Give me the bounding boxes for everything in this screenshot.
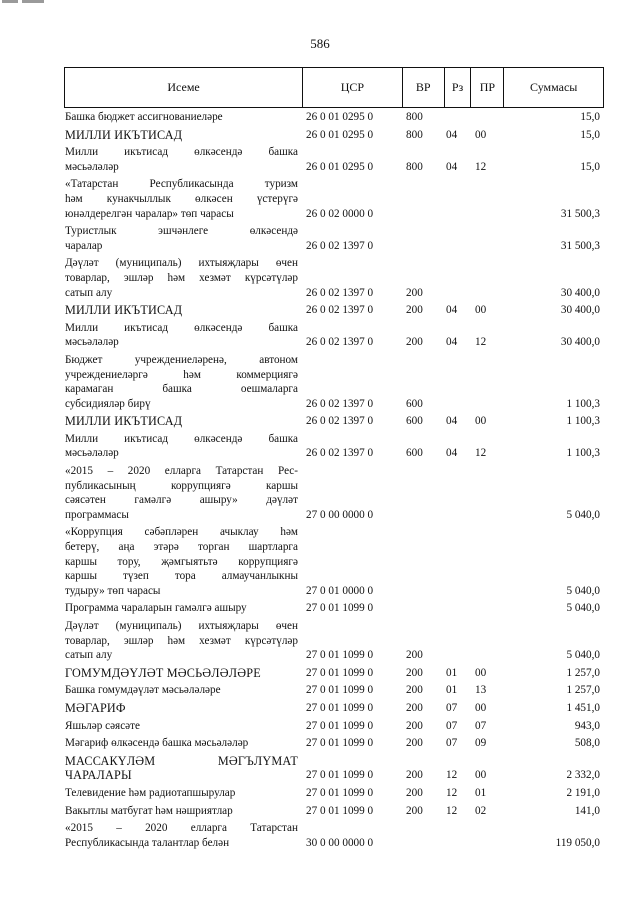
- table-row: [64, 303, 604, 318]
- row-csr: 27 0 01 1099 0: [306, 701, 374, 714]
- row-sum: 2 191,0: [566, 786, 600, 799]
- row-name: [64, 525, 302, 598]
- row-name-line: һәм кунакчыллык өлкәсен үстерүгә: [65, 192, 298, 205]
- table-row: [64, 666, 604, 681]
- row-csr: 26 0 01 0295 0: [306, 128, 374, 141]
- row-csr: 27 0 01 1099 0: [306, 804, 374, 817]
- row-name-line: карамаган башка оешмаларга: [65, 383, 298, 396]
- row-name-line: Бюджет учреждениеләренә, автоном: [65, 353, 298, 366]
- row-name-line: ГОМУМДӘҮЛӘТ МӘСЬӘЛӘЛӘРЕ: [65, 665, 261, 680]
- row-name-line: мәсьәләләр: [65, 160, 119, 173]
- row-name-line: Мәгариф өлкәсендә башка мәсьәләләр: [65, 737, 249, 750]
- row-name-line: тудыру» төп чарасы: [65, 584, 161, 597]
- table-row: [64, 701, 604, 716]
- header-rz: Рз: [444, 68, 471, 107]
- row-csr: 26 0 02 1397 0: [306, 304, 374, 317]
- table-body: [64, 110, 604, 850]
- row-sum: 15,0: [580, 160, 600, 173]
- row-csr: 26 0 01 0295 0: [306, 160, 374, 173]
- row-sum: 1 451,0: [566, 701, 600, 714]
- row-csr: 27 0 01 0000 0: [306, 584, 374, 597]
- table-row: [64, 464, 604, 522]
- table-row: [64, 321, 604, 350]
- row-name: [64, 786, 302, 801]
- scan-corner-mark: [0, 0, 46, 8]
- table-row: [64, 177, 604, 221]
- row-vr: 600: [406, 447, 423, 460]
- table-row: [64, 736, 604, 751]
- row-pr: 00: [475, 666, 487, 679]
- table-header: [64, 67, 604, 108]
- page-number: 586: [310, 36, 330, 51]
- row-rz: 04: [446, 304, 458, 317]
- row-pr: 00: [475, 415, 487, 428]
- row-sum: 31 500,3: [560, 207, 600, 220]
- row-name: [64, 321, 302, 350]
- row-vr: 200: [406, 719, 423, 732]
- row-vr: 800: [406, 128, 423, 141]
- header-vr: ВР: [402, 68, 444, 107]
- row-sum: 119 050,0: [555, 836, 600, 849]
- row-sum: 1 257,0: [566, 666, 600, 679]
- row-name: [64, 601, 302, 616]
- row-name-line: юнәлдерелгән чаралар» төп чарасы: [65, 207, 234, 220]
- row-name: [64, 432, 302, 461]
- row-vr: 200: [406, 786, 423, 799]
- row-name: [64, 683, 302, 698]
- row-name-line: Вакытлы матбугат һәм нәшриятлар: [65, 804, 233, 817]
- row-vr: 200: [406, 649, 423, 662]
- table-row: [64, 525, 604, 598]
- row-name-line: Телевидение һәм радиотапшырулар: [65, 786, 236, 799]
- row-rz: 01: [446, 684, 458, 697]
- row-name-line: МИЛЛИ ИКЪТИСАД: [65, 414, 183, 429]
- row-name-line: бетерү, аңа этәрә торган шартларга: [65, 541, 298, 554]
- row-name: [64, 701, 302, 716]
- row-name-line: «Татарстан Республикасында туризм: [65, 178, 298, 191]
- row-rz: 07: [446, 737, 458, 750]
- row-vr: 200: [406, 684, 423, 697]
- row-name: [64, 224, 302, 253]
- table-row: [64, 224, 604, 253]
- row-sum: 15,0: [580, 111, 600, 123]
- table-row: [64, 821, 604, 850]
- row-csr: 27 0 01 1099 0: [306, 769, 374, 782]
- table-row: [64, 719, 604, 734]
- row-pr: 00: [475, 304, 487, 317]
- header-pr: ПР: [470, 68, 503, 107]
- row-vr: 200: [406, 336, 423, 349]
- row-csr: 27 0 01 1099 0: [306, 737, 374, 750]
- row-name-line: сатып алу: [65, 649, 113, 662]
- row-sum: 943,0: [574, 719, 600, 732]
- row-sum: 1 100,3: [566, 415, 600, 428]
- row-vr: 800: [406, 111, 423, 123]
- row-pr: 00: [475, 701, 487, 714]
- row-pr: 12: [475, 160, 487, 173]
- row-name-line: Милли икътисад өлкәсендә башка: [65, 432, 298, 445]
- row-name-line: каршы тору, җәмгыятьтә коррупциягә: [65, 555, 298, 568]
- row-name-line: учреждениеләргә һәм коммерциягә: [65, 368, 298, 381]
- row-sum: 30 400,0: [560, 286, 600, 299]
- row-name-line: Дәүләт (муниципаль) ихтыяҗлары өчен: [65, 257, 298, 270]
- row-vr: 200: [406, 769, 423, 782]
- row-sum: 5 040,0: [566, 508, 600, 521]
- row-sum: 1 257,0: [566, 684, 600, 697]
- row-vr: 200: [406, 304, 423, 317]
- row-vr: 600: [406, 397, 423, 410]
- row-name-line: Башка бюджет ассигнованиеләре: [65, 111, 223, 123]
- row-rz: 12: [446, 786, 458, 799]
- row-name-line: Милли икътисад өлкәсендә башка: [65, 321, 298, 334]
- row-name-line: чаралар: [65, 239, 103, 252]
- row-name-line: каршы түзеп тора алмаучанлыкны: [65, 570, 298, 583]
- row-name: [64, 353, 302, 411]
- row-name-line: «2015 – 2020 елларга Татарстан Рес-: [65, 465, 298, 478]
- table-row: [64, 601, 604, 616]
- table-row: [64, 432, 604, 461]
- row-name: [64, 303, 302, 318]
- row-rz: 04: [446, 160, 458, 173]
- table-row: [64, 110, 604, 125]
- row-name-line: мәсьәләләр: [65, 447, 119, 460]
- row-name-line: товарлар, эшләр һәм хезмәт күрсәтүләр: [65, 634, 298, 647]
- header-csr: ЦСР: [302, 68, 402, 107]
- row-name: [64, 619, 302, 663]
- header-name: Исеме: [167, 80, 200, 94]
- budget-table: [64, 67, 604, 850]
- table-row: [64, 128, 604, 143]
- row-pr: 01: [475, 786, 487, 799]
- row-name: [64, 110, 302, 125]
- row-name: [64, 145, 302, 174]
- row-name-line: программасы: [65, 508, 129, 521]
- row-name-line: товарлар, эшләр һәм хезмәт күрсәтүләр: [65, 271, 298, 284]
- row-vr: 200: [406, 286, 423, 299]
- row-pr: 09: [475, 737, 487, 750]
- table-row: [64, 804, 604, 819]
- table-row: [64, 353, 604, 411]
- table-row: [64, 754, 604, 783]
- row-sum: 30 400,0: [560, 304, 600, 317]
- row-name: [64, 719, 302, 734]
- row-name-line: Туристлык эшчәнлеге өлкәсендә: [65, 225, 298, 238]
- row-name: [64, 736, 302, 751]
- table-row: [64, 619, 604, 663]
- row-name-line: «Коррупция сәбәпләрен ачыклау һәм: [65, 526, 298, 539]
- row-vr: 200: [406, 804, 423, 817]
- row-sum: 15,0: [580, 128, 600, 141]
- row-csr: 27 0 01 1099 0: [306, 666, 374, 679]
- row-name-line: мәсьәләләр: [65, 336, 119, 349]
- row-name-line: «2015 – 2020 елларга Татарстан: [65, 822, 298, 835]
- row-rz: 04: [446, 336, 458, 349]
- row-name-line: ЧАРАЛАРЫ: [65, 768, 132, 783]
- row-name-line: сәясәтен гамәлгә ашыру» дәүләт: [65, 494, 298, 507]
- row-csr: 26 0 02 1397 0: [306, 397, 374, 410]
- row-sum: 2 332,0: [566, 769, 600, 782]
- row-csr: 26 0 02 1397 0: [306, 286, 374, 299]
- row-rz: 04: [446, 415, 458, 428]
- row-sum: 5 040,0: [566, 602, 600, 615]
- row-csr: 26 0 02 0000 0: [306, 207, 374, 220]
- row-pr: 13: [475, 684, 487, 697]
- row-vr: 200: [406, 737, 423, 750]
- row-rz: 12: [446, 804, 458, 817]
- row-pr: 12: [475, 447, 487, 460]
- row-name: [64, 666, 302, 681]
- row-name-line: субсидияләр бирү: [65, 397, 151, 410]
- header-sum: Суммасы: [503, 68, 603, 107]
- row-name-line: сатып алу: [65, 286, 113, 299]
- row-name-line: Программа чараларын гамәлгә ашыру: [65, 602, 247, 615]
- row-rz: 04: [446, 447, 458, 460]
- row-name-line: Башка гомумдәүләт мәсьәләләре: [65, 684, 221, 697]
- row-pr: 00: [475, 128, 487, 141]
- row-csr: 27 0 00 0000 0: [306, 508, 374, 521]
- row-csr: 26 0 02 1397 0: [306, 415, 374, 428]
- row-pr: 12: [475, 336, 487, 349]
- row-sum: 1 100,3: [566, 397, 600, 410]
- row-name: [64, 464, 302, 522]
- row-csr: 30 0 00 0000 0: [306, 836, 374, 849]
- row-csr: 27 0 01 1099 0: [306, 684, 374, 697]
- row-sum: 5 040,0: [566, 584, 600, 597]
- row-name-line: Яшьләр сәясәте: [65, 719, 140, 732]
- row-pr: 02: [475, 804, 487, 817]
- row-sum: 508,0: [574, 737, 600, 750]
- row-name: [64, 754, 302, 783]
- row-sum: 5 040,0: [566, 649, 600, 662]
- row-name-line: Дәүләт (муниципаль) ихтыяҗлары өчен: [65, 620, 298, 632]
- row-rz: 04: [446, 128, 458, 141]
- row-name: [64, 256, 302, 300]
- row-name-line: МИЛЛИ ИКЪТИСАД: [65, 127, 183, 142]
- row-sum: 141,0: [574, 804, 600, 817]
- row-sum: 1 100,3: [566, 447, 600, 460]
- row-name-line: Республикасында талантлар белән: [65, 836, 230, 849]
- row-pr: 07: [475, 719, 487, 732]
- row-vr: 200: [406, 701, 423, 714]
- row-name: [64, 414, 302, 429]
- row-name-line: МИЛЛИ ИКЪТИСАД: [65, 303, 183, 318]
- row-csr: 27 0 01 1099 0: [306, 649, 374, 662]
- row-name-line: МӘГАРИФ: [65, 700, 126, 715]
- row-sum: 31 500,3: [560, 239, 600, 252]
- row-vr: 800: [406, 160, 423, 173]
- row-csr: 27 0 01 1099 0: [306, 786, 374, 799]
- row-rz: 07: [446, 701, 458, 714]
- table-row: [64, 145, 604, 174]
- row-csr: 26 0 02 1397 0: [306, 447, 374, 460]
- table-row: [64, 414, 604, 429]
- row-pr: 00: [475, 769, 487, 782]
- row-name-line: Милли икътисад өлкәсендә башка: [65, 146, 298, 159]
- table-row: [64, 683, 604, 698]
- table-row: [64, 786, 604, 801]
- row-csr: 27 0 01 1099 0: [306, 719, 374, 732]
- row-csr: 26 0 01 0295 0: [306, 111, 374, 123]
- row-csr: 26 0 02 1397 0: [306, 336, 374, 349]
- row-vr: 200: [406, 666, 423, 679]
- row-name: [64, 804, 302, 819]
- row-name: [64, 177, 302, 221]
- row-rz: 12: [446, 769, 458, 782]
- row-rz: 07: [446, 719, 458, 732]
- row-name: [64, 821, 302, 850]
- row-name-line: МАССАКҮЛӘМ МӘГЪЛҮМАТ: [65, 753, 298, 768]
- row-csr: 26 0 02 1397 0: [306, 239, 374, 252]
- row-rz: 01: [446, 666, 458, 679]
- row-sum: 30 400,0: [560, 336, 600, 349]
- row-vr: 600: [406, 415, 423, 428]
- row-name-line: публикасының коррупциягә каршы: [65, 479, 298, 492]
- row-csr: 27 0 01 1099 0: [306, 602, 374, 615]
- row-name: [64, 128, 302, 143]
- table-row: [64, 256, 604, 300]
